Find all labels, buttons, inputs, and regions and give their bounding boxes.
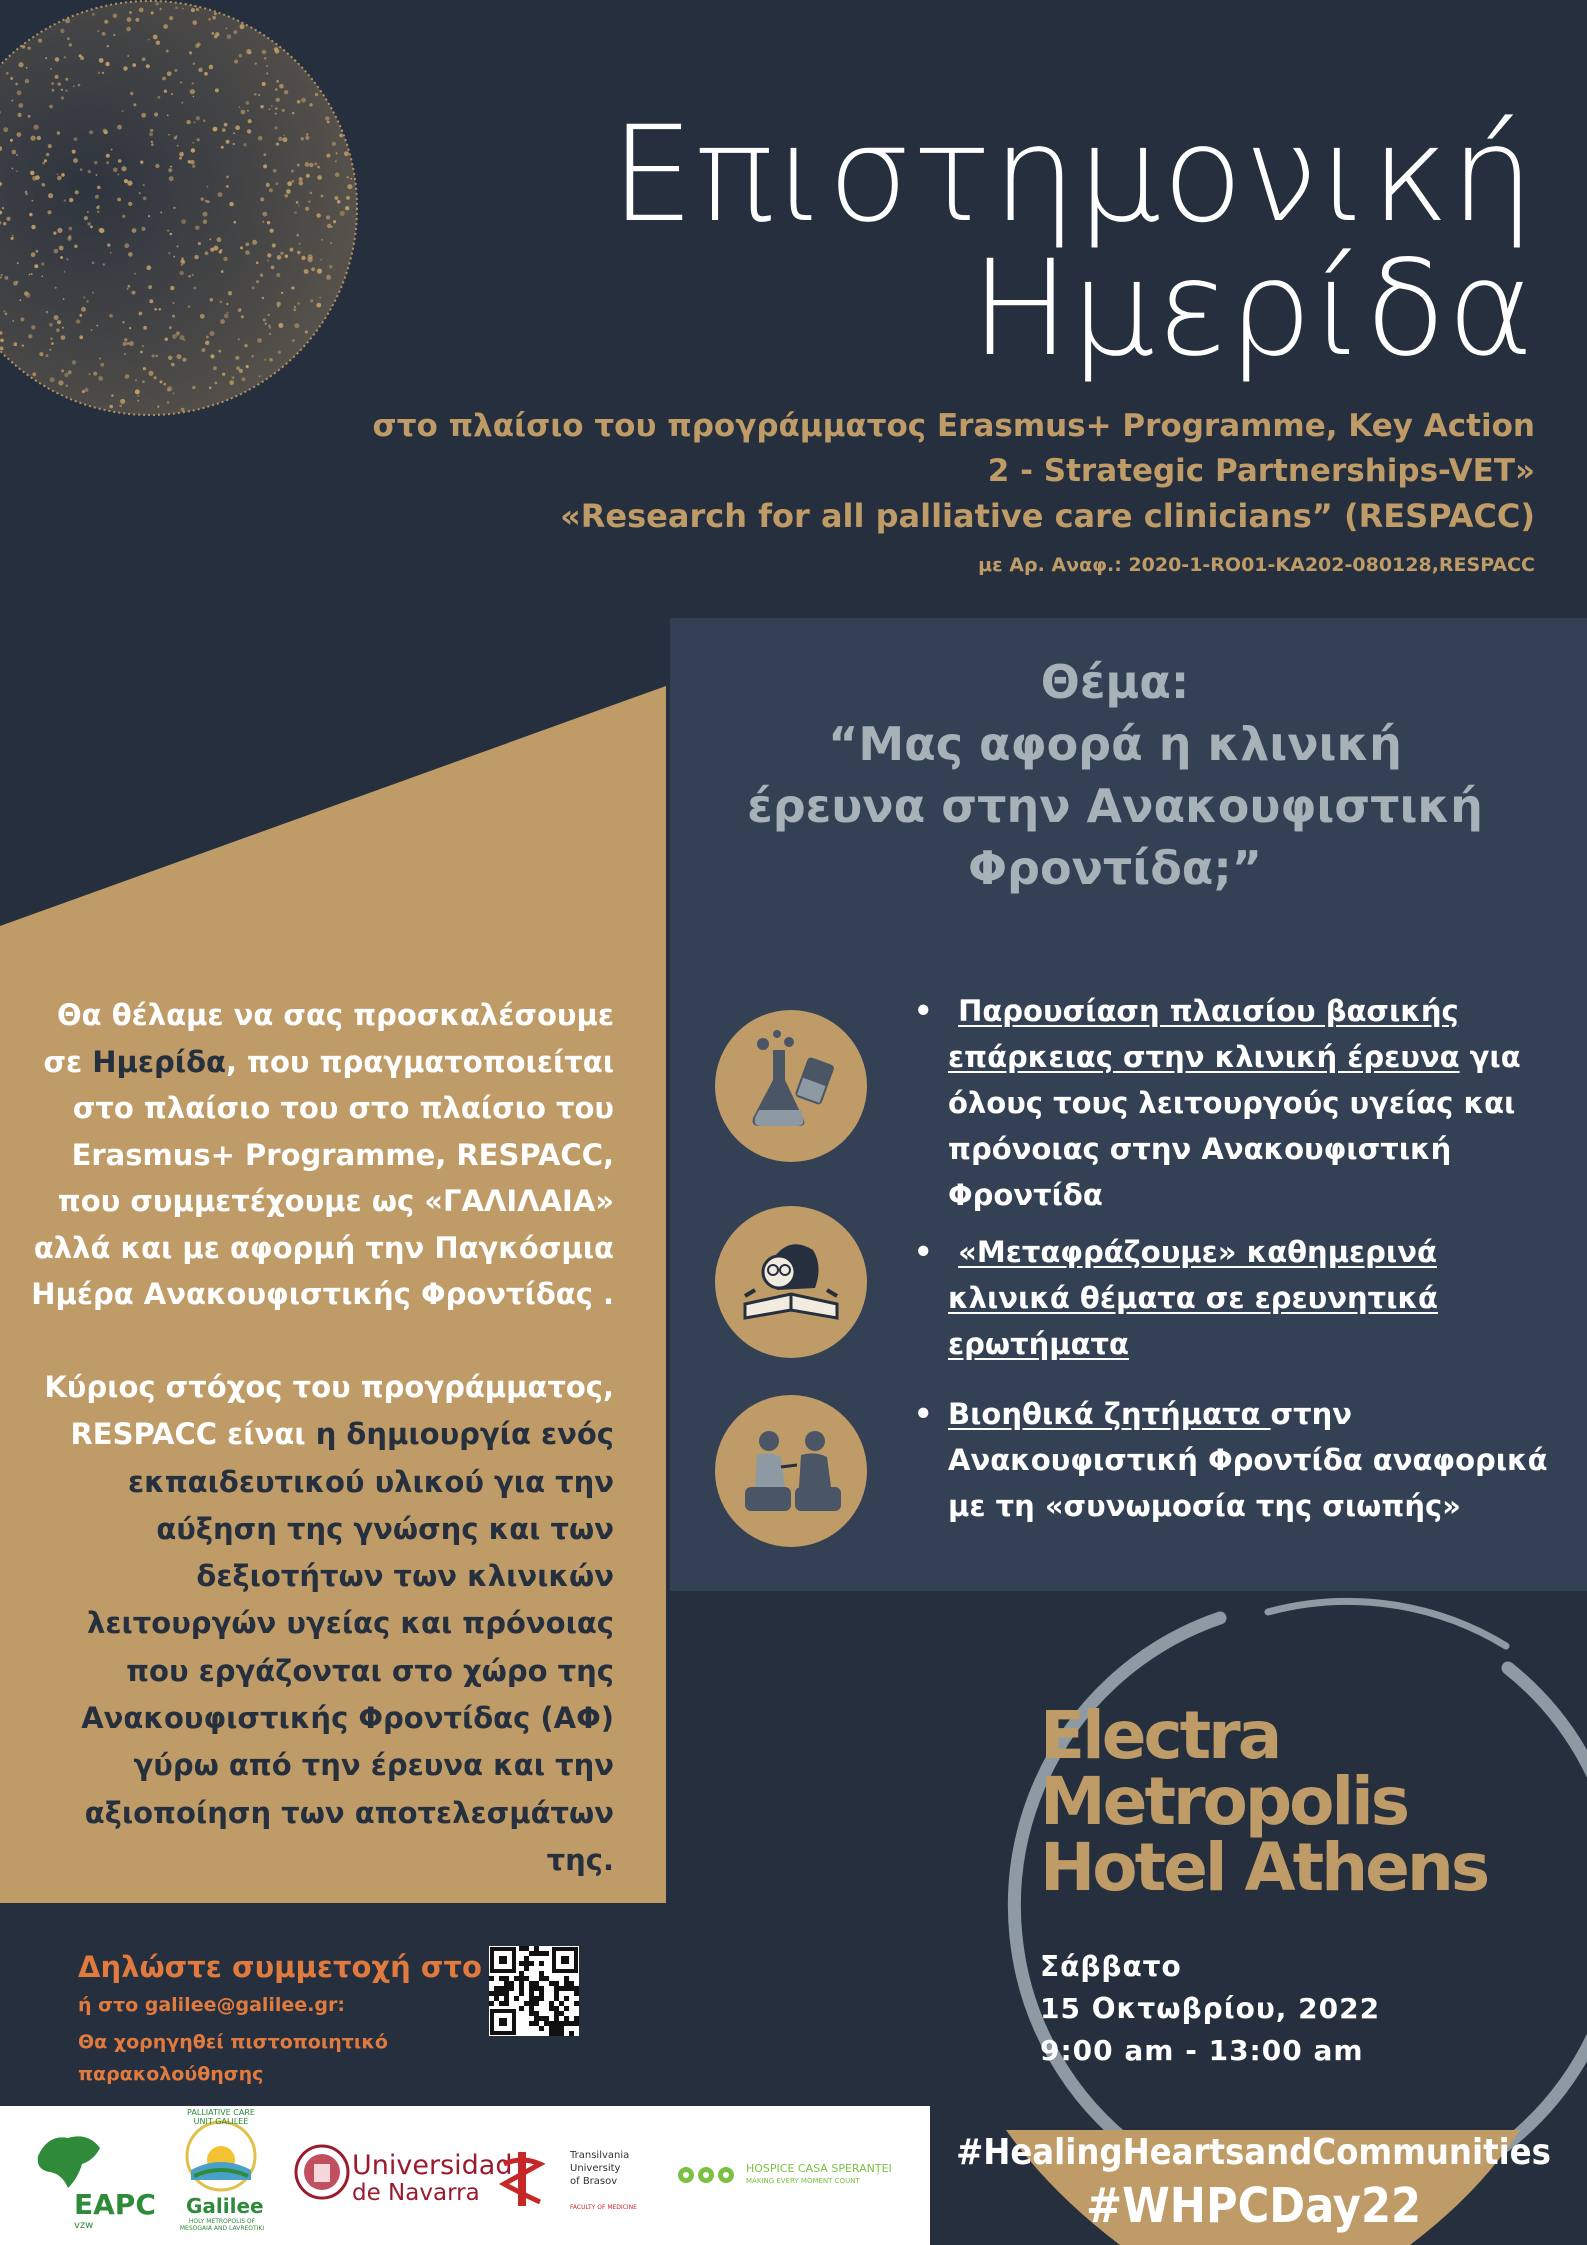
certificate-note: Θα χορηγηθεί πιστοποιητικό παρακολούθησης [78, 2031, 388, 2085]
register-email[interactable]: ή στο galilee@galilee.gr: [78, 1994, 345, 2016]
navarra-label-2: de Navarra [352, 2180, 480, 2206]
intro-text-c: , που πραγματοποιείται στο πλαίσιο του στο πλαίσιο του Erasmus+ Programme, RESPACC, που συμμετέχουμε ως «ΓΑΛΙΛΑΙΑ» αλλά και με αφορμή την Παγκόσμια Ημέρα Ανακουφιστικής Φροντίδας . [31, 1044, 614, 1311]
navarra-label-1: Universidad [352, 2150, 513, 2181]
eapc-sub: vzw [74, 2220, 94, 2231]
event-date: 15 Οκτωβρίου, 2022 [1040, 1992, 1381, 2025]
brasov-label-4: FACULTY OF MEDICINE [570, 2204, 637, 2211]
event-day: Σάββατο [1040, 1950, 1182, 1983]
bullet-3-emphasis: Βιοηθικά ζητήματα [948, 1397, 1271, 1431]
bullet-dot: • [914, 994, 933, 1028]
bullet-dot: • [914, 1235, 933, 1269]
brasov-label-3: of Brasov [570, 2176, 618, 2187]
register-title: Δηλώστε συμμετοχή στο [78, 1950, 482, 1984]
bullet-1-text: για όλους τους λειτουργούς υγείας και πρόνοιας στην Ανακουφιστική Φροντίδα [948, 1040, 1521, 1212]
galilee-label: Galilee [186, 2194, 264, 2218]
event-datetime [1040, 1946, 1380, 2072]
subtitle-reference: με Αρ. Αναφ.: 2020-1-RO01-KA202-080128,RESPACC [978, 554, 1535, 576]
eapc-label: EAPC [74, 2188, 156, 2221]
venue-name [1040, 1697, 1488, 1906]
theme-line-3: Φροντίδα;” [967, 841, 1263, 895]
bullet-2-emphasis: «Μεταφράζουμε» καθημερινά κλινικά θέματα σε ερευνητικά ερωτήματα [948, 1235, 1438, 1361]
galilee-sub: HOLY METROPOLIS OF MESOGAIA AND LAVREOTIKI [179, 2218, 265, 2232]
bullet-dot: • [914, 1397, 933, 1431]
bullet-1-emphasis: Παρουσίαση πλαισίου βασικής επάρκειας στην κλινική έρευνα [948, 994, 1460, 1074]
intro-text-b: Ημερίδα [92, 1044, 226, 1079]
venue-line-1: Electra [1040, 1697, 1280, 1774]
hospice-label-2: MAKING EVERY MOMENT COUNT [746, 2177, 860, 2185]
aim-text-b: RESPACC είναι [70, 1417, 306, 1452]
theme-line-2: έρευνα στην Ανακουφιστική [747, 779, 1483, 833]
subtitle-line-1: στο πλαίσιο του προγράμματος Erasmus+ Programme, Key Action [372, 408, 1535, 444]
hashtags [920, 2122, 1587, 2245]
hospice-label-1: HOSPICE CASA SPERANȚEI [746, 2162, 892, 2175]
intro-text-a: Θα θέλαμε να σας προσκαλέσουμε σε [43, 998, 614, 1079]
venue-line-3: Hotel Athens [1040, 1829, 1488, 1906]
bullet-3-text: στην Ανακουφιστική Φροντίδα αναφορικά με τη «συνωμοσία της σιωπής» [948, 1397, 1548, 1523]
title-line-2: Ημερίδα [970, 232, 1535, 386]
galilee-ring-text: PALLIATIVE CARE UNIT GALILEE [187, 2108, 255, 2126]
venue-line-2: Metropolis [1040, 1763, 1407, 1840]
brasov-label-1: Transilvania [570, 2150, 630, 2161]
subtitle-line-2: 2 - Strategic Partnerships-VET» [987, 453, 1535, 489]
brasov-label-2: University [570, 2163, 621, 2174]
hashtag-whpcday[interactable]: #WHPCDay22 [1085, 2178, 1422, 2234]
title-line-1: Επιστημονική [610, 98, 1535, 252]
hashtag-healing[interactable]: #HealingHeartsandCommunities [956, 2132, 1551, 2173]
theme-label: Θέμα: [1040, 655, 1190, 709]
aim-text-c: η δημιουργία ενός εκπαιδευτικού υλικού για την αύξηση της γνώσης και των δεξιοτήτων των κλινικών λειτουργών υγείας και πρόνοιας που εργάζονται στο χώρο της Ανακουφιστικής Φροντίδας (ΑΦ) γύρω από την έρευνα και την αξιοποίηση των αποτελεσμάτων της. [81, 1417, 614, 1877]
theme-line-1: “Μας αφορά η κλινική [828, 717, 1402, 771]
event-time: 9:00 am - 13:00 am [1040, 2034, 1364, 2067]
aim-text-a: Κύριος στόχος του προγράμματος, [44, 1370, 614, 1404]
subtitle-project: «Research for all palliative care clinicians” (RESPACC) [560, 497, 1535, 535]
